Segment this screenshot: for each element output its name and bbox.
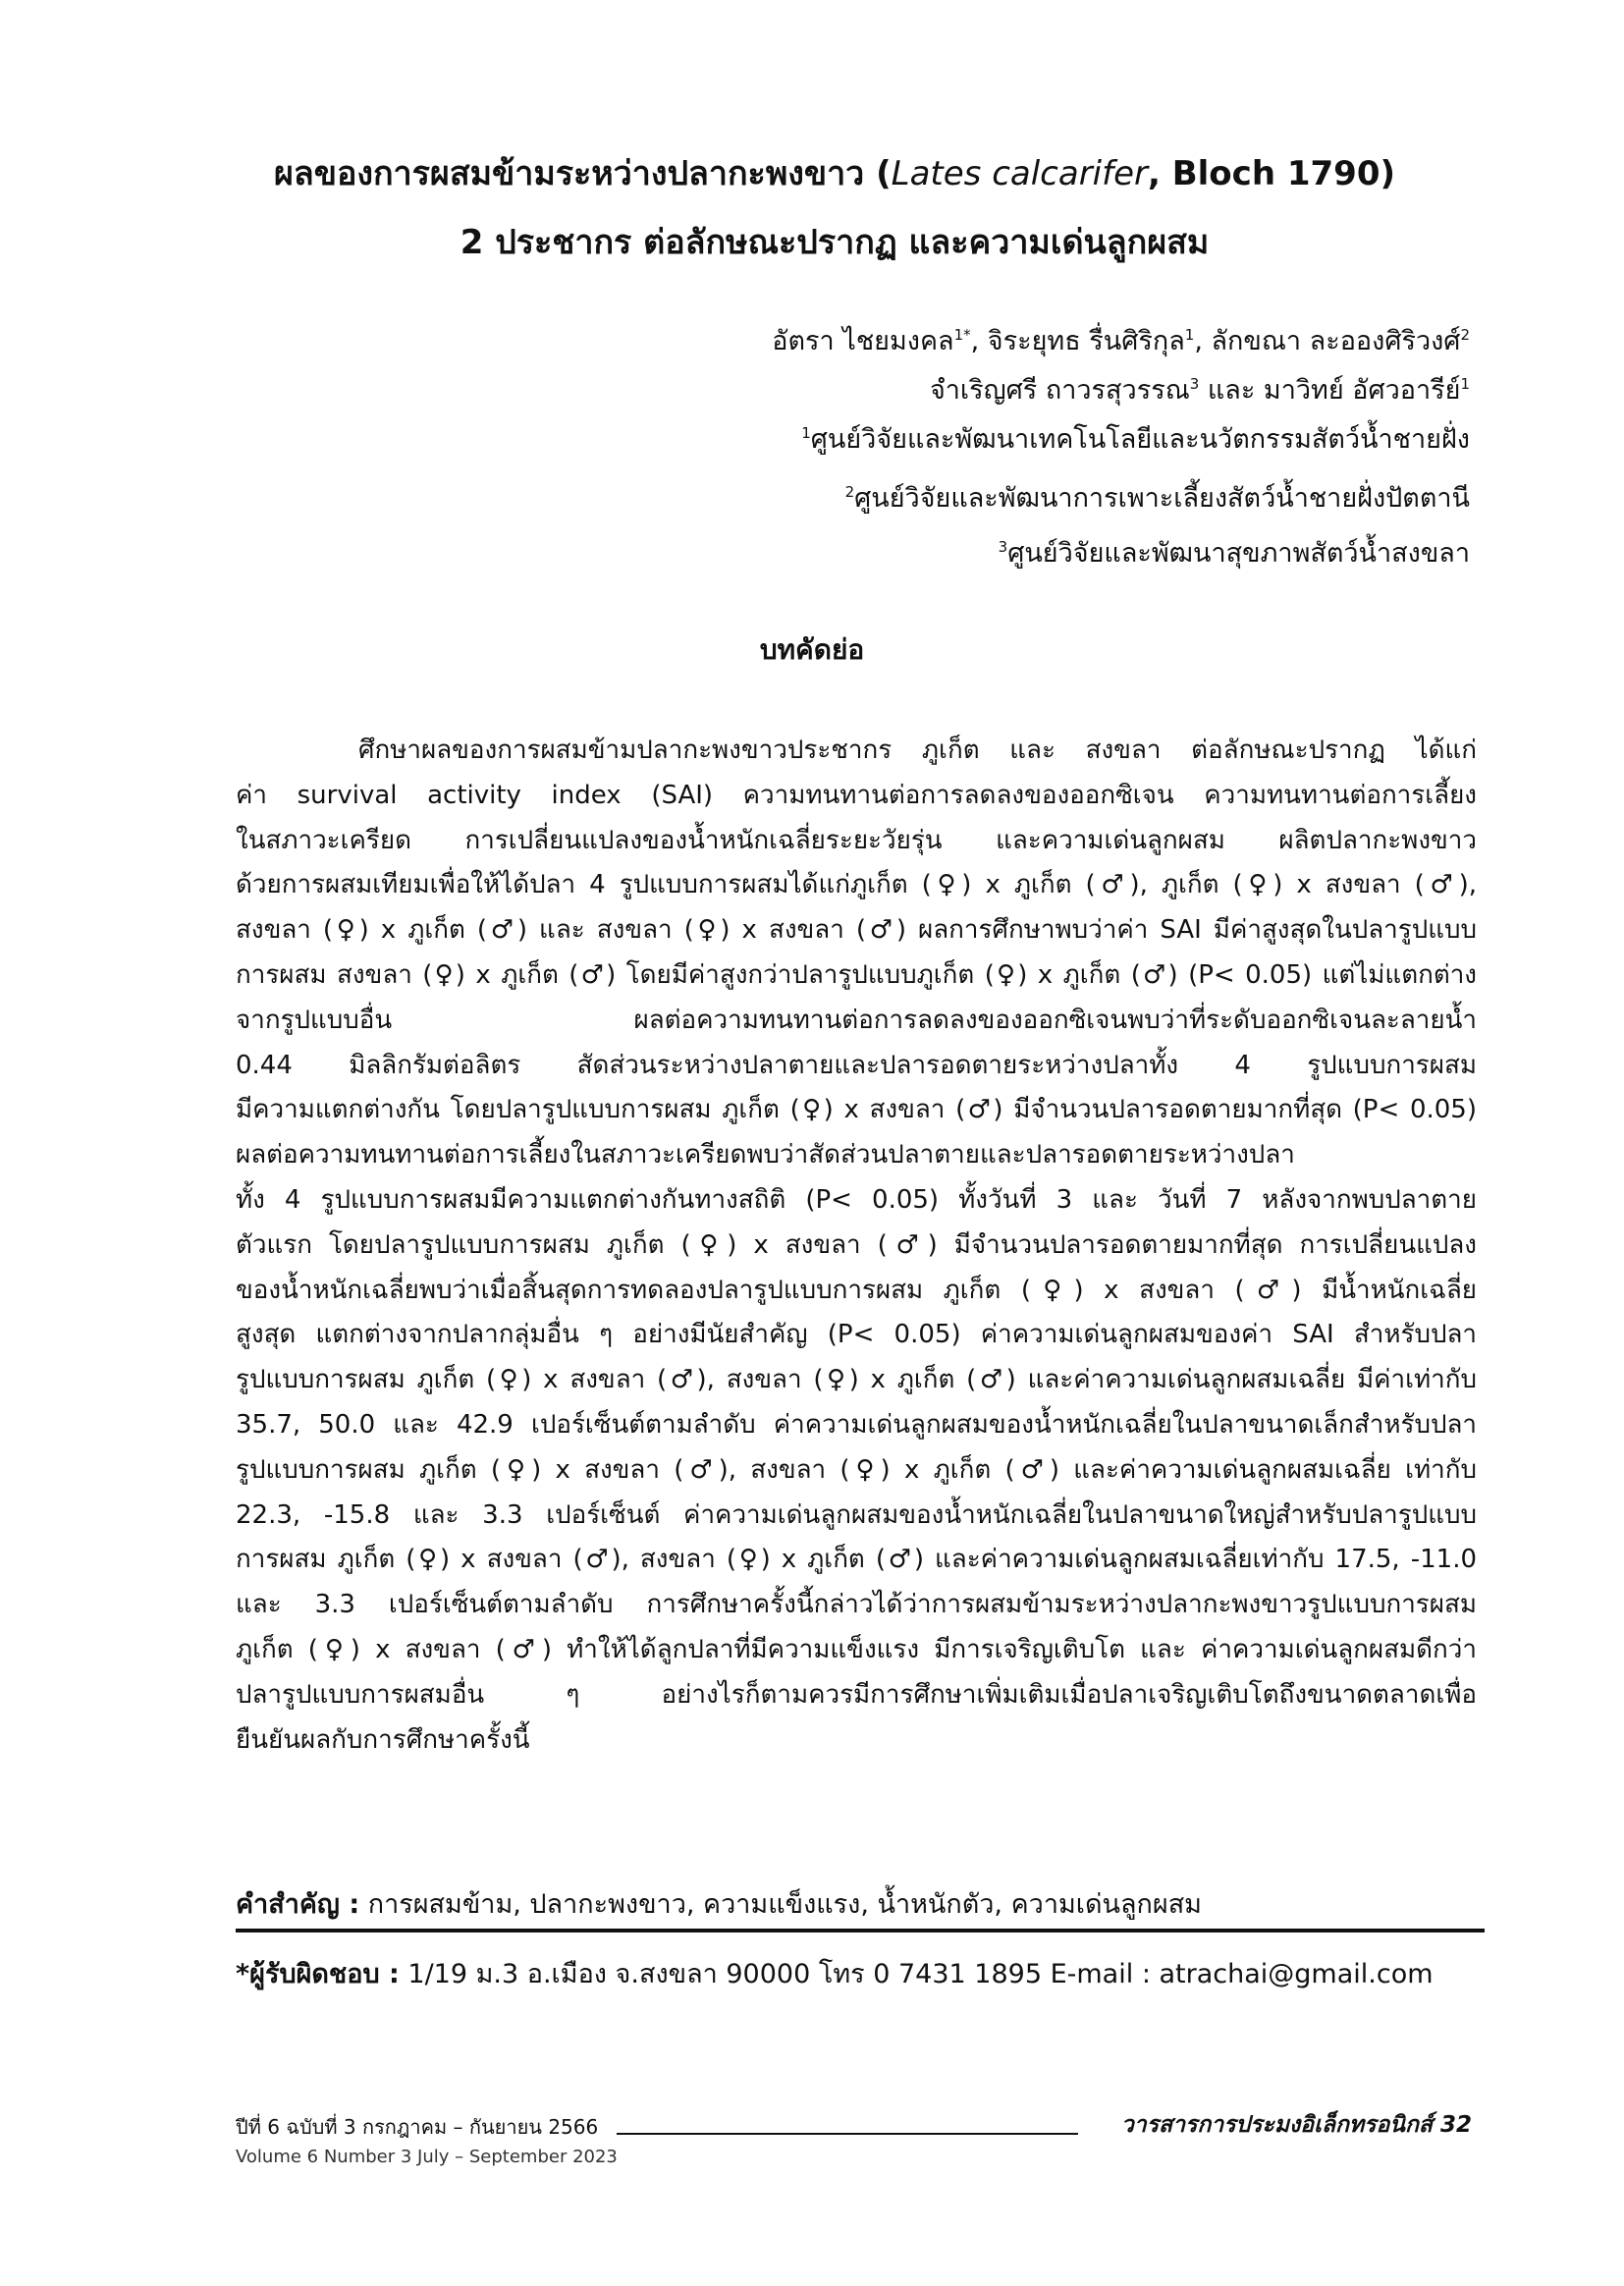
abstract-line: ของน้ำหนักเฉลี่ยพบว่าเมื่อสิ้นสุดการทดลองปลารูปแบบการผสม ภูเก็ต (♀) x สงขลา (♂) มีน้ำหนักเฉลี่ย: [236, 1275, 1477, 1305]
abstract-line: สงขลา (♀) x ภูเก็ต (♂) และ สงขลา (♀) x สงขลา (♂) ผลการศึกษาพบว่าค่า SAI มีค่าสูงสุดในปลารูปแบบ: [236, 915, 1477, 946]
footer-issue-english: Volume 6 Number 3 July – September 2023: [236, 2147, 618, 2167]
abstract-line: 35.7, 50.0 และ 42.9 เปอร์เซ็นต์ตามลำดับ ค่าความเด่นลูกผสมของน้ำหนักเฉลี่ยในปลาขนาดเล็กสำหรับปลา: [236, 1409, 1477, 1440]
abstract-line: และ 3.3 เปอร์เซ็นต์ตามลำดับ การศึกษาครั้งนี้กล่าวได้ว่าการผสมข้ามระหว่างปลากะพงขาวรูปแบบการผสม: [236, 1590, 1477, 1620]
keywords: [236, 1882, 1202, 1925]
corresponding-author-text: 1/19 ม.3 อ.เมือง จ.สงขลา 90000 โทร 0 7431 1895 E-mail : atrachai@gmail.com: [399, 1959, 1434, 1989]
affiliation-mark: 2: [844, 483, 855, 501]
journal-name: วารสารการประมงอิเล็กทรอนิกส์: [1120, 2112, 1433, 2138]
affiliation-mark: 1: [801, 424, 811, 442]
abstract-line: ทั้ง 4 รูปแบบการผสมมีความแตกต่างกันทางสถิติ (P< 0.05) ทั้งวันที่ 3 และ วันที่ 7 หลังจากพบปลาตาย: [236, 1184, 1477, 1215]
separator-rule: [236, 1929, 1485, 1932]
author-name: , จิระยุทธ รื่นศิริกุล: [970, 326, 1185, 356]
footer-rule: [617, 2133, 1078, 2135]
paper-title-line-1: [196, 149, 1473, 198]
paper-title-line-2: 2 ประชากร ต่อลักษณะปรากฏ และความเด่นลูกผสม: [460, 223, 1210, 262]
title-prefix: ผลของการผสมข้ามระหว่างปลากะพงขาว (: [273, 154, 892, 193]
authors-line-1: [772, 324, 1470, 359]
footer-journal: [1121, 2107, 1472, 2143]
keywords-text: การผสมข้าม, ปลากะพงขาว, ความแข็งแรง, น้ำหนักตัว, ความเด่นลูกผสม: [359, 1889, 1202, 1920]
author-name: อัตรา ไชยมงคล: [772, 326, 954, 356]
author-affiliation-mark: 2: [1460, 326, 1470, 344]
abstract-heading: บทคัดย่อ: [759, 633, 865, 666]
affiliation-1: [801, 422, 1470, 458]
author-affiliation-mark: 1: [1460, 375, 1470, 393]
abstract-body: [236, 729, 1477, 1763]
keywords-label: คำสำคัญ :: [236, 1889, 360, 1920]
abstract-line: รูปแบบการผสม ภูเก็ต (♀) x สงขลา (♂), สงขลา (♀) x ภูเก็ต (♂) และค่าความเด่นลูกผสมเฉลี่ย เท่ากับ: [236, 1454, 1477, 1485]
abstract-line: 0.44 มิลลิกรัมต่อลิตร สัดส่วนระหว่างปลาตายและปลารอดตายระหว่างปลาทั้ง 4 รูปแบบการผสม: [236, 1050, 1477, 1080]
abstract-line: การผสม ภูเก็ต (♀) x สงขลา (♂), สงขลา (♀) x ภูเก็ต (♂) และค่าความเด่นลูกผสมเฉลี่ยเท่ากับ 17.5, -11.0: [236, 1545, 1477, 1575]
title-species-name: Lates calcarifer: [891, 154, 1148, 193]
abstract-line: จากรูปแบบอื่น ผลต่อความทนทานต่อการลดลงของออกซิเจนพบว่าที่ระดับออกซิเจนละลายน้ำ: [236, 1005, 1477, 1035]
abstract-line: ด้วยการผสมเทียมเพื่อให้ได้ปลา 4 รูปแบบการผสมได้แก่ภูเก็ต (♀) x ภูเก็ต (♂), ภูเก็ต (♀) x สงขลา (♂),: [236, 870, 1477, 900]
affiliation-text: ศูนย์วิจัยและพัฒนาการเพาะเลี้ยงสัตว์น้ำชายฝั่งปัตตานี: [854, 483, 1470, 514]
abstract-line: ในสภาวะเครียด การเปลี่ยนแปลงของน้ำหนักเฉลี่ยระยะวัยรุ่น และความเด่นลูกผสม ผลิตปลากะพงขาว: [236, 825, 1477, 855]
author-affiliation-mark: 1*: [953, 326, 971, 344]
abstract-line: 22.3, -15.8 และ 3.3 เปอร์เซ็นต์ ค่าความเด่นลูกผสมของน้ำหนักเฉลี่ยในปลาขนาดใหญ่สำหรับปลารูปแบบ: [236, 1499, 1477, 1530]
affiliation-text: ศูนย์วิจัยและพัฒนาเทคโนโลยีและนวัตกรรมสัตว์น้ำชายฝั่ง: [810, 424, 1470, 455]
title-suffix: , Bloch 1790): [1147, 154, 1396, 193]
abstract-line: ค่า survival activity index (SAI) ความทนทานต่อการลดลงของออกซิเจน ความทนทานต่อการเลี้ยง: [236, 780, 1477, 810]
author-affiliation-mark: 3: [1189, 375, 1200, 393]
abstract-line: ตัวแรก โดยปลารูปแบบการผสม ภูเก็ต (♀) x สงขลา (♂) มีจำนวนปลารอดตายมากที่สุด การเปลี่ยนแปลง: [236, 1229, 1477, 1260]
affiliation-2: [845, 481, 1470, 517]
corresponding-author-label: *ผู้รับผิดชอบ :: [236, 1959, 400, 1989]
author-name: จำเริญศรี ถาวรสุวรรณ: [929, 375, 1190, 406]
corresponding-author: [236, 1952, 1434, 1994]
abstract-line: ภูเก็ต (♀) x สงขลา (♂) ทำให้ได้ลูกปลาที่มีความแข็งแรง มีการเจริญเติบโต และ ค่าความเด่นลูกผสมดีกว่า: [236, 1634, 1477, 1664]
page-number: 32: [1439, 2112, 1472, 2138]
footer-issue-thai: ปีที่ 6 ฉบับที่ 3 กรกฎาคม – กันยายน 2566: [236, 2115, 599, 2139]
affiliation-3: [999, 536, 1470, 572]
abstract-line: การผสม สงขลา (♀) x ภูเก็ต (♂) โดยมีค่าสูงกว่าปลารูปแบบภูเก็ต (♀) x ภูเก็ต (♂) (P< 0.05) แต่ไม่แตกต่าง: [236, 959, 1477, 990]
affiliation-text: ศูนย์วิจัยและพัฒนาสุขภาพสัตว์น้ำสงขลา: [1007, 538, 1470, 569]
affiliation-mark: 3: [998, 538, 1008, 556]
author-affiliation-mark: 1: [1184, 326, 1195, 344]
abstract-line: ยืนยันผลกับการศึกษาครั้งนี้: [236, 1724, 530, 1755]
abstract-line: ผลต่อความทนทานต่อการเลี้ยงในสภาวะเครียดพบว่าสัดส่วนปลาตายและปลารอดตายระหว่างปลา: [236, 1140, 1295, 1170]
abstract-line: มีความแตกต่างกัน โดยปลารูปแบบการผสม ภูเก็ต (♀) x สงขลา (♂) มีจำนวนปลารอดตายมากที่สุด (P< 0.05): [236, 1095, 1477, 1125]
author-name: และ มาวิทย์ อัศวอารีย์: [1199, 375, 1461, 406]
abstract-line: ศึกษาผลของการผสมข้ามปลากะพงขาวประชากร ภูเก็ต และ สงขลา ต่อลักษณะปรากฏ ได้แก่: [358, 735, 1477, 765]
abstract-line: ปลารูปแบบการผสมอื่น ๆ อย่างไรก็ตามควรมีการศึกษาเพิ่มเติมเมื่อปลาเจริญเติบโตถึงขนาดตลาดเพื่อ: [236, 1679, 1477, 1710]
abstract-line: สูงสุด แตกต่างจากปลากลุ่มอื่น ๆ อย่างมีนัยสำคัญ (P< 0.05) ค่าความเด่นลูกผสมของค่า SAI สำหรับปลา: [236, 1320, 1477, 1350]
abstract-line: รูปแบบการผสม ภูเก็ต (♀) x สงขลา (♂), สงขลา (♀) x ภูเก็ต (♂) และค่าความเด่นลูกผสมเฉลี่ย มีค่าเท่ากับ: [236, 1365, 1477, 1395]
author-name: , ลักขณา ละอองศิริวงศ์: [1194, 326, 1461, 356]
authors-line-2: [930, 373, 1470, 408]
